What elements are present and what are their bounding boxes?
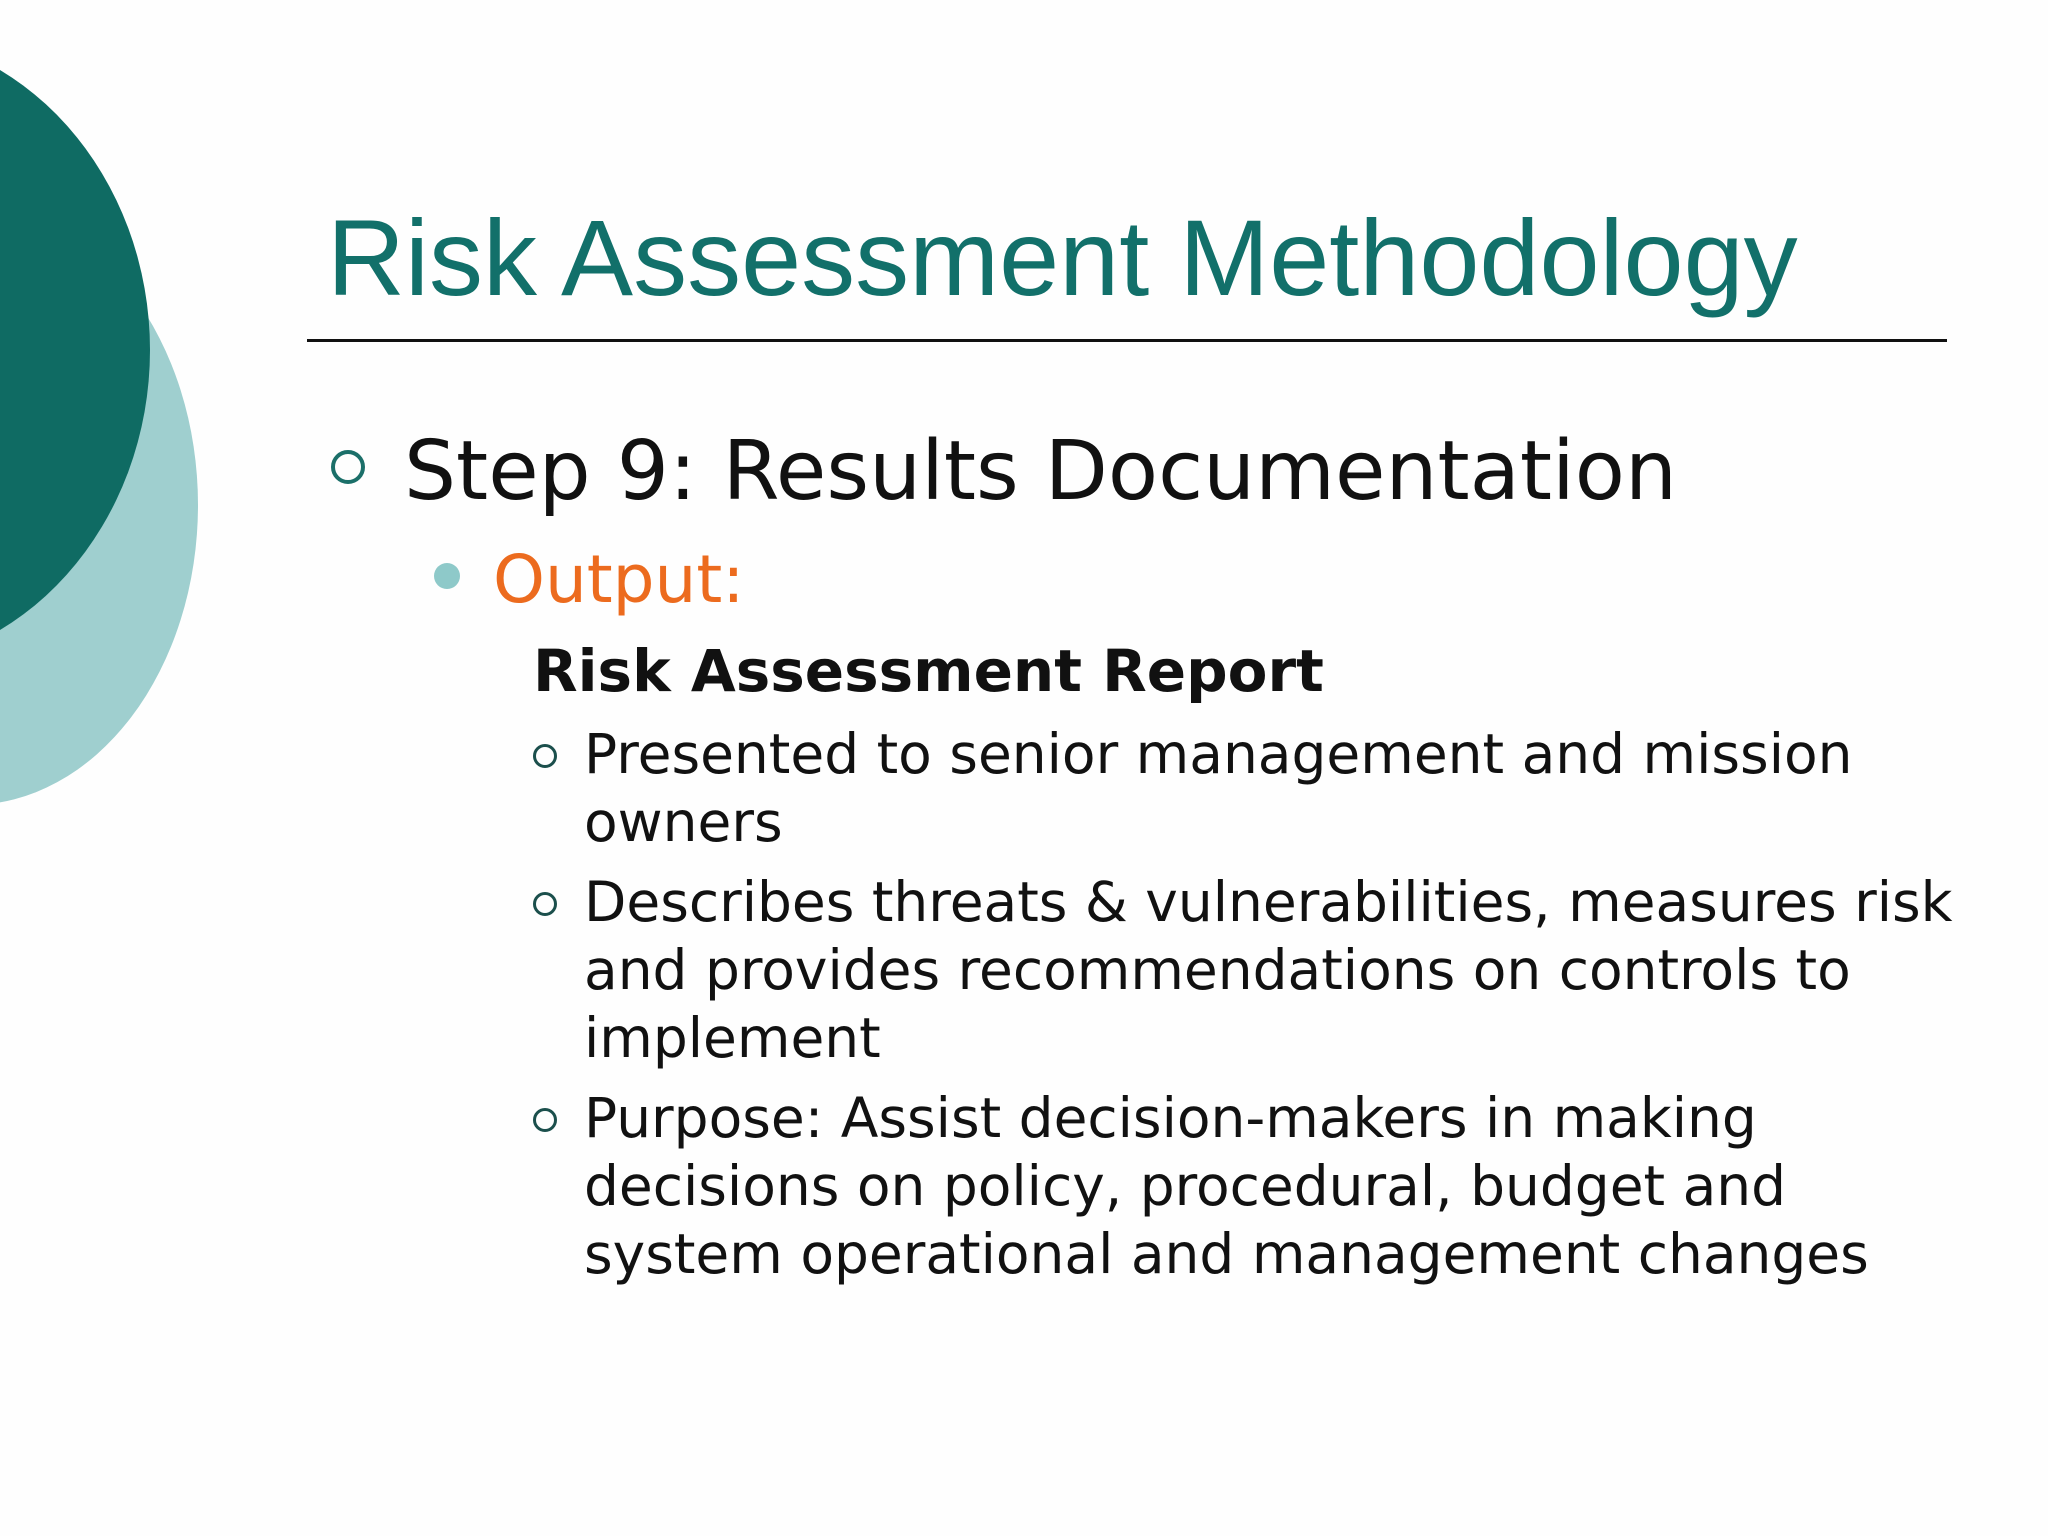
hollow-circle-bullet-icon — [533, 892, 557, 916]
list-item-text: Describes threats & vulnerabilities, measures risk and provides recommendations on controls to implement — [584, 870, 1953, 1070]
list-item-text: Purpose: Assist decision-makers in making decisions on policy, procedural, budget and system operational and management changes — [584, 1086, 1869, 1286]
hollow-circle-bullet-icon — [533, 1108, 557, 1132]
hollow-circle-bullet-icon — [331, 450, 365, 484]
step-heading: Step 9: Results Documentation — [404, 424, 1677, 519]
report-title: Risk Assessment Report — [533, 637, 1324, 705]
report-points-list — [533, 720, 1993, 1300]
list-item — [533, 868, 1993, 1072]
hollow-circle-bullet-icon — [533, 744, 557, 768]
list-item — [533, 720, 1993, 856]
decorative-circles — [0, 0, 260, 820]
list-item-text: Presented to senior management and mission owners — [584, 722, 1853, 854]
output-label: Output: — [493, 541, 745, 618]
slide-title: Risk Assessment Methodology — [327, 197, 1798, 318]
list-item — [533, 1084, 1993, 1288]
title-divider — [307, 339, 1947, 342]
filled-circle-bullet-icon — [434, 563, 460, 589]
